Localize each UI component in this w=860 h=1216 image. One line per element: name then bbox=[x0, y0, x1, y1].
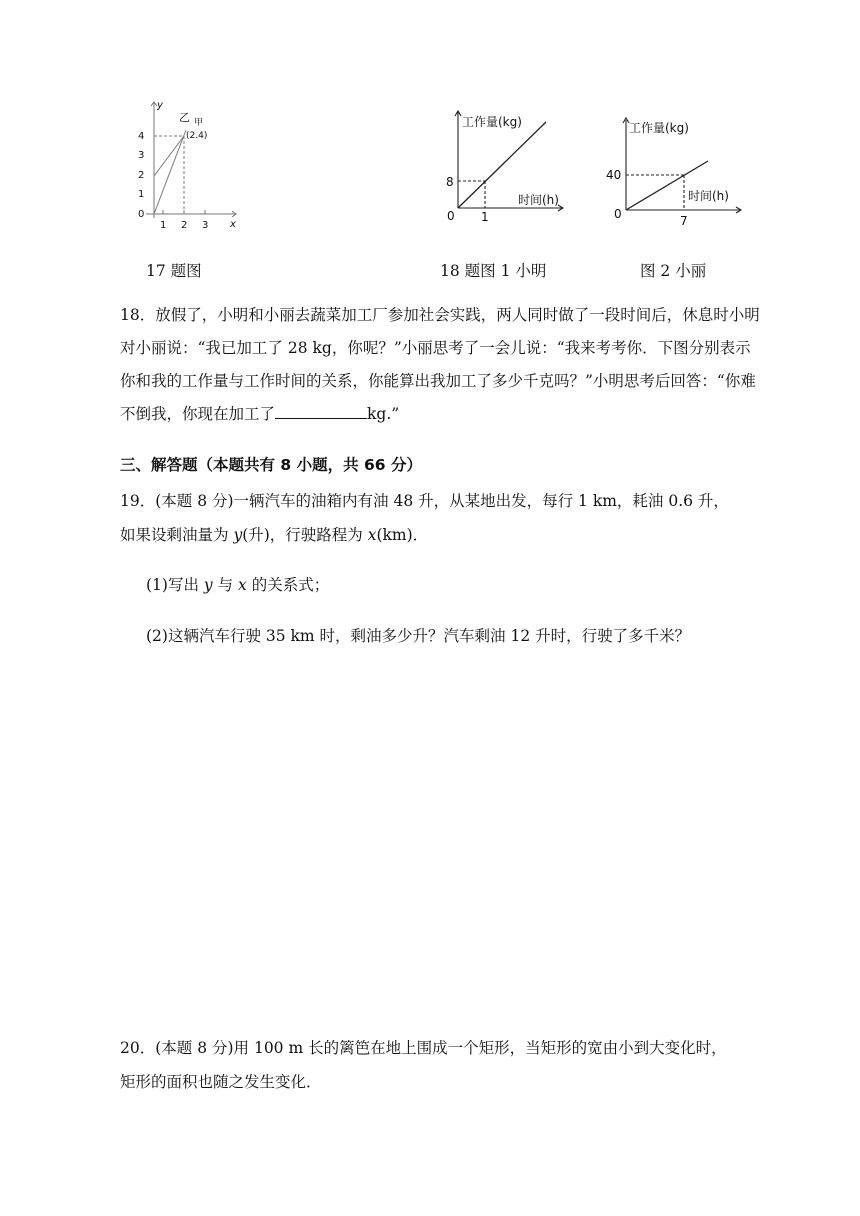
question-19-sub1 bbox=[146, 569, 786, 602]
fig18b-origin: 0 bbox=[614, 207, 622, 221]
section-3-heading: 三、解答题（本题共有 8 小题，共 66 分） bbox=[120, 456, 422, 474]
question-18 bbox=[120, 299, 760, 431]
q18-tail: kg.” bbox=[367, 405, 400, 423]
fig17-axis-x-label: x bbox=[230, 219, 236, 230]
fig17-ytick-0: 0 bbox=[138, 209, 145, 220]
fig17-xtick-1: 1 bbox=[160, 220, 167, 231]
fig18a-xtick: 1 bbox=[481, 210, 489, 224]
q19-line2-part3: (km)． bbox=[376, 526, 429, 544]
fig17-ytick-3: 3 bbox=[138, 150, 145, 161]
q19-line2-part2: (升)，行驶路程为 bbox=[242, 526, 368, 544]
fig17-ytick-2: 2 bbox=[138, 170, 145, 181]
q19-sub1-var-x: x bbox=[238, 576, 247, 594]
q19-sub1-var-y: y bbox=[203, 576, 213, 594]
fig18b-xtick: 7 bbox=[680, 214, 688, 228]
question-19-sub2: (2)这辆汽车行驶 35 km 时，剩油多少升？汽车剩油 12 升时，行驶了多千米？ bbox=[146, 627, 691, 645]
fig17-point-label: (2.4) bbox=[186, 131, 208, 141]
fig17-label-jia: 甲 bbox=[194, 118, 204, 128]
fig18a-ylabel: 工作量(kg) bbox=[462, 115, 522, 129]
fig17-xtick-2: 2 bbox=[181, 220, 188, 231]
question-19-line1: 19．(本题 8 分)一辆汽车的油箱内有油 48 升，从某地出发，每行 1 km，耗油 0.6 升， bbox=[120, 492, 729, 510]
q19-sub1-part1: (1)写出 bbox=[146, 576, 204, 594]
figure17-graph bbox=[132, 98, 262, 233]
fig17-axis-y-label: y bbox=[157, 100, 163, 111]
figure18a-graph bbox=[440, 106, 580, 226]
q19-sub1-part2: 与 bbox=[212, 576, 239, 594]
fig17-label-yi: 乙 bbox=[179, 111, 190, 124]
q19-var-y: y bbox=[233, 526, 243, 544]
q19-sub1-part3: 的关系式； bbox=[246, 576, 330, 594]
fig18a-xlabel: 时间(h) bbox=[518, 193, 559, 207]
fig18b-caption: 图 2 小丽 bbox=[640, 262, 707, 280]
fig18b-ytick: 40 bbox=[606, 168, 622, 182]
fig17-line-yi bbox=[154, 130, 186, 214]
question-20-line1: 20．(本题 8 分)用 100 m 长的篱笆在地上围成一个矩形，当矩形的宽由小到大变化时， bbox=[120, 1039, 727, 1057]
fig18b-xlabel: 时间(h) bbox=[688, 189, 729, 203]
q19-var-x: x bbox=[367, 526, 377, 544]
fig17-ytick-4: 4 bbox=[138, 131, 145, 142]
fig18a-caption: 18 题图 1 小明 bbox=[440, 262, 547, 280]
figure18b-graph bbox=[598, 108, 748, 228]
fig17-ytick-1: 1 bbox=[138, 189, 145, 200]
question-20-line2: 矩形的面积也随之发生变化． bbox=[120, 1073, 322, 1091]
q18-text: 18．放假了，小明和小丽去蔬菜加工厂参加社会实践，两人同时做了一段时间后，休息时小明对小丽说：“我已加工了 28 kg，你呢？”小丽思考了一会儿说：“我来考考你．下图分别表示你和我的工作量与工作时间的关系，你能算出我加工了多少千克吗？”小明思考后回答：“你难不倒我，你现在加工了 bbox=[120, 306, 760, 423]
question-19-line2 bbox=[120, 519, 760, 552]
fig18a-origin: 0 bbox=[447, 209, 455, 223]
fig17-line-jia bbox=[154, 136, 184, 176]
fig18b-ylabel: 工作量(kg) bbox=[629, 121, 689, 135]
fig18a-ytick: 8 bbox=[446, 175, 454, 189]
fig17-xtick-3: 3 bbox=[202, 220, 209, 231]
fig17-caption: 17 题图 bbox=[146, 262, 202, 280]
answer-blank[interactable] bbox=[275, 404, 367, 419]
q19-line2-part1: 如果设剩油量为 bbox=[120, 526, 234, 544]
